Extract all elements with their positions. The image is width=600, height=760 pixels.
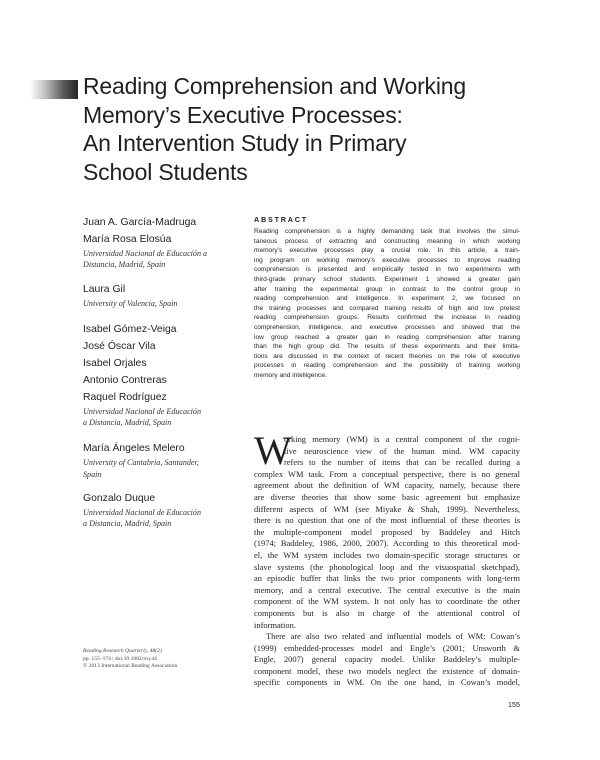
- author-affiliation: Spain: [83, 469, 102, 479]
- abstract-line: Reading comprehension is a highly demanding task that involves the simul-: [254, 228, 520, 235]
- abstract-line: third-grade primary school students. Experiment 1 showed a greater gain: [254, 275, 520, 283]
- abstract-line: taneous process of extracting and constructing meaning in which working: [254, 237, 520, 245]
- author-name: Isabel Orjales: [83, 357, 147, 369]
- author-affiliation: Universidad Nacional de Educación a: [83, 249, 208, 258]
- body-line: el, the WM system includes two domain-specific storage structures or: [254, 549, 520, 560]
- body-line: refers to the number of items that can be recalled during a: [284, 457, 520, 468]
- body-line: slave systems (the phonological loop and the visuospatial sketchpad),: [254, 561, 520, 572]
- body-line: components but is also in charge of the attentional control of: [254, 607, 520, 618]
- drop-cap: W: [254, 428, 292, 473]
- drop-cap-lines: [254, 428, 520, 473]
- author-group: [83, 281, 243, 309]
- title-line: Reading Comprehension and Working: [83, 73, 466, 99]
- opening-paragraph: [254, 428, 520, 473]
- abstract-line: memory’s executive processes play a crucial role. In this article, a train-: [254, 247, 520, 255]
- title-line: Memory’s Executive Processes:: [83, 101, 403, 128]
- author-affiliation: Distancia, Madrid, Spain: [83, 260, 166, 270]
- author-affiliation: a Distancia, Madrid, Spain: [83, 519, 172, 529]
- author-name: María Rosa Elosúa: [83, 234, 172, 245]
- abstract-line: comprehension is presented and empirically tested in two experiments with: [254, 266, 520, 274]
- abstract-line: after training the experimental group in contrast to the control group in: [254, 285, 520, 293]
- abstract-heading: ABSTRACT: [254, 215, 308, 224]
- abstract-line: processes in reading comprehension and the possibility of training working: [254, 362, 520, 370]
- body-line: tive neuroscience view of the human mind. WM capacity: [284, 445, 520, 456]
- body-line: an episodic buffer that links the two prior components with long-term: [254, 573, 520, 584]
- author-name: Juan A. García-Madruga: [83, 217, 197, 228]
- author-name: Gonzalo Duque: [83, 493, 156, 505]
- abstract-line: ing program on working memory’s executive processes to improve reading: [254, 256, 520, 264]
- body-line: memory, and a central executive. The central executive is the main: [254, 584, 520, 595]
- body-line: There are also two related and influential models of WM: Cowan’s: [266, 631, 520, 642]
- author-group: [83, 440, 243, 480]
- body-line: complex WM task. From a conceptual perspective, there is no general: [254, 468, 520, 479]
- author-group: [83, 321, 243, 429]
- author-name: María Ángeles Melero: [83, 443, 185, 455]
- body-line: there is no question that one of the most influential of these theories is: [254, 515, 520, 526]
- author-group: [83, 490, 243, 530]
- author-affiliation: a Distancia, Madrid, Spain: [83, 418, 172, 428]
- body-line: Engle, 2007) general capacity model. Unlike Baddeley’s multiple-: [254, 654, 520, 665]
- author-affiliation: University of Valencia, Spain: [83, 298, 178, 308]
- author-name: Raquel Rodríguez: [83, 391, 167, 403]
- author-affiliation: Universidad Nacional de Educación: [83, 406, 202, 416]
- body-line: different aspects of WM (see Miyake & Shah, 1999). Nevertheless,: [254, 503, 520, 514]
- author-name: José Óscar Vila: [83, 340, 156, 352]
- abstract-line: than the high group did. The results of these experiments and their limita-: [254, 343, 520, 351]
- body-line: component of the WM system. It not only has to coordinate the other: [254, 596, 520, 607]
- paragraph-1: [254, 469, 520, 631]
- body-line: orking memory (WM) is a central component of the cogni-: [284, 434, 520, 444]
- abstract-line: reading comprehension groups. Results confirmed the increase in reading: [254, 314, 520, 322]
- title-line: An Intervention Study in Primary: [83, 130, 407, 156]
- author-name: Laura Gil: [83, 283, 126, 295]
- author-name: Antonio Contreras: [83, 374, 167, 386]
- abstract-line: tions are discussed in the context of recent theories on the role of executive: [254, 352, 520, 360]
- body-line: (1999) embedded-processes model and Engle’s (2001; Unsworth &: [254, 642, 520, 653]
- body-line: agreement about the definition of WM capacity, namely, because there: [254, 480, 520, 491]
- author-list: [83, 214, 243, 540]
- abstract-body: [254, 227, 520, 381]
- abstract-line: memory and intelligence.: [254, 371, 327, 379]
- author-affiliation: Universidad Nacional de Educación: [83, 508, 202, 518]
- title-accent-bar: [30, 80, 78, 99]
- abstract-line: low group reached a greater gain in reading comprehension after training: [254, 333, 520, 341]
- title-line: School Students: [83, 158, 248, 185]
- abstract-line: reading comprehension and intelligence. In experiment 2, we focused on: [254, 295, 520, 303]
- author-name: Isabel Gómez-Veiga: [83, 323, 177, 335]
- author-affiliation: University of Cantabria, Santander,: [83, 458, 199, 468]
- body-line: the multiple-component model proposed by Baddeley and Hitch: [254, 526, 520, 537]
- body-line: (1974; Baddeley, 1986, 2000, 2007). According to this theoretical mod-: [254, 538, 520, 549]
- author-group: [83, 214, 243, 271]
- body-line: specific components in WM. On the one hand, in Cowan’s model,: [254, 677, 520, 688]
- abstract-line: comprehension, intelligence, and executive processes and showed that the: [254, 323, 520, 331]
- body-line: are diverse theories that show some basic agreement but emphasize: [254, 491, 520, 502]
- paragraph-2: [254, 631, 520, 689]
- journal-citation: Reading Research Quarterly, 48(2): [83, 648, 162, 654]
- body-line: component model, these two models neglect the existence of domain-: [254, 665, 520, 676]
- body-line: information.: [254, 619, 296, 630]
- body-text: [254, 428, 520, 689]
- abstract-line: the training processes and compared training results of high and low pretest: [254, 304, 520, 312]
- journal-copyright: © 2013 International Reading Association: [83, 663, 178, 670]
- journal-info: [83, 648, 253, 671]
- abstract: [254, 214, 520, 381]
- journal-doi: pp. 155–174 | doi:10.1002/rrq.44: [83, 655, 157, 662]
- page-number: 155: [508, 700, 520, 709]
- article-title: [83, 72, 553, 186]
